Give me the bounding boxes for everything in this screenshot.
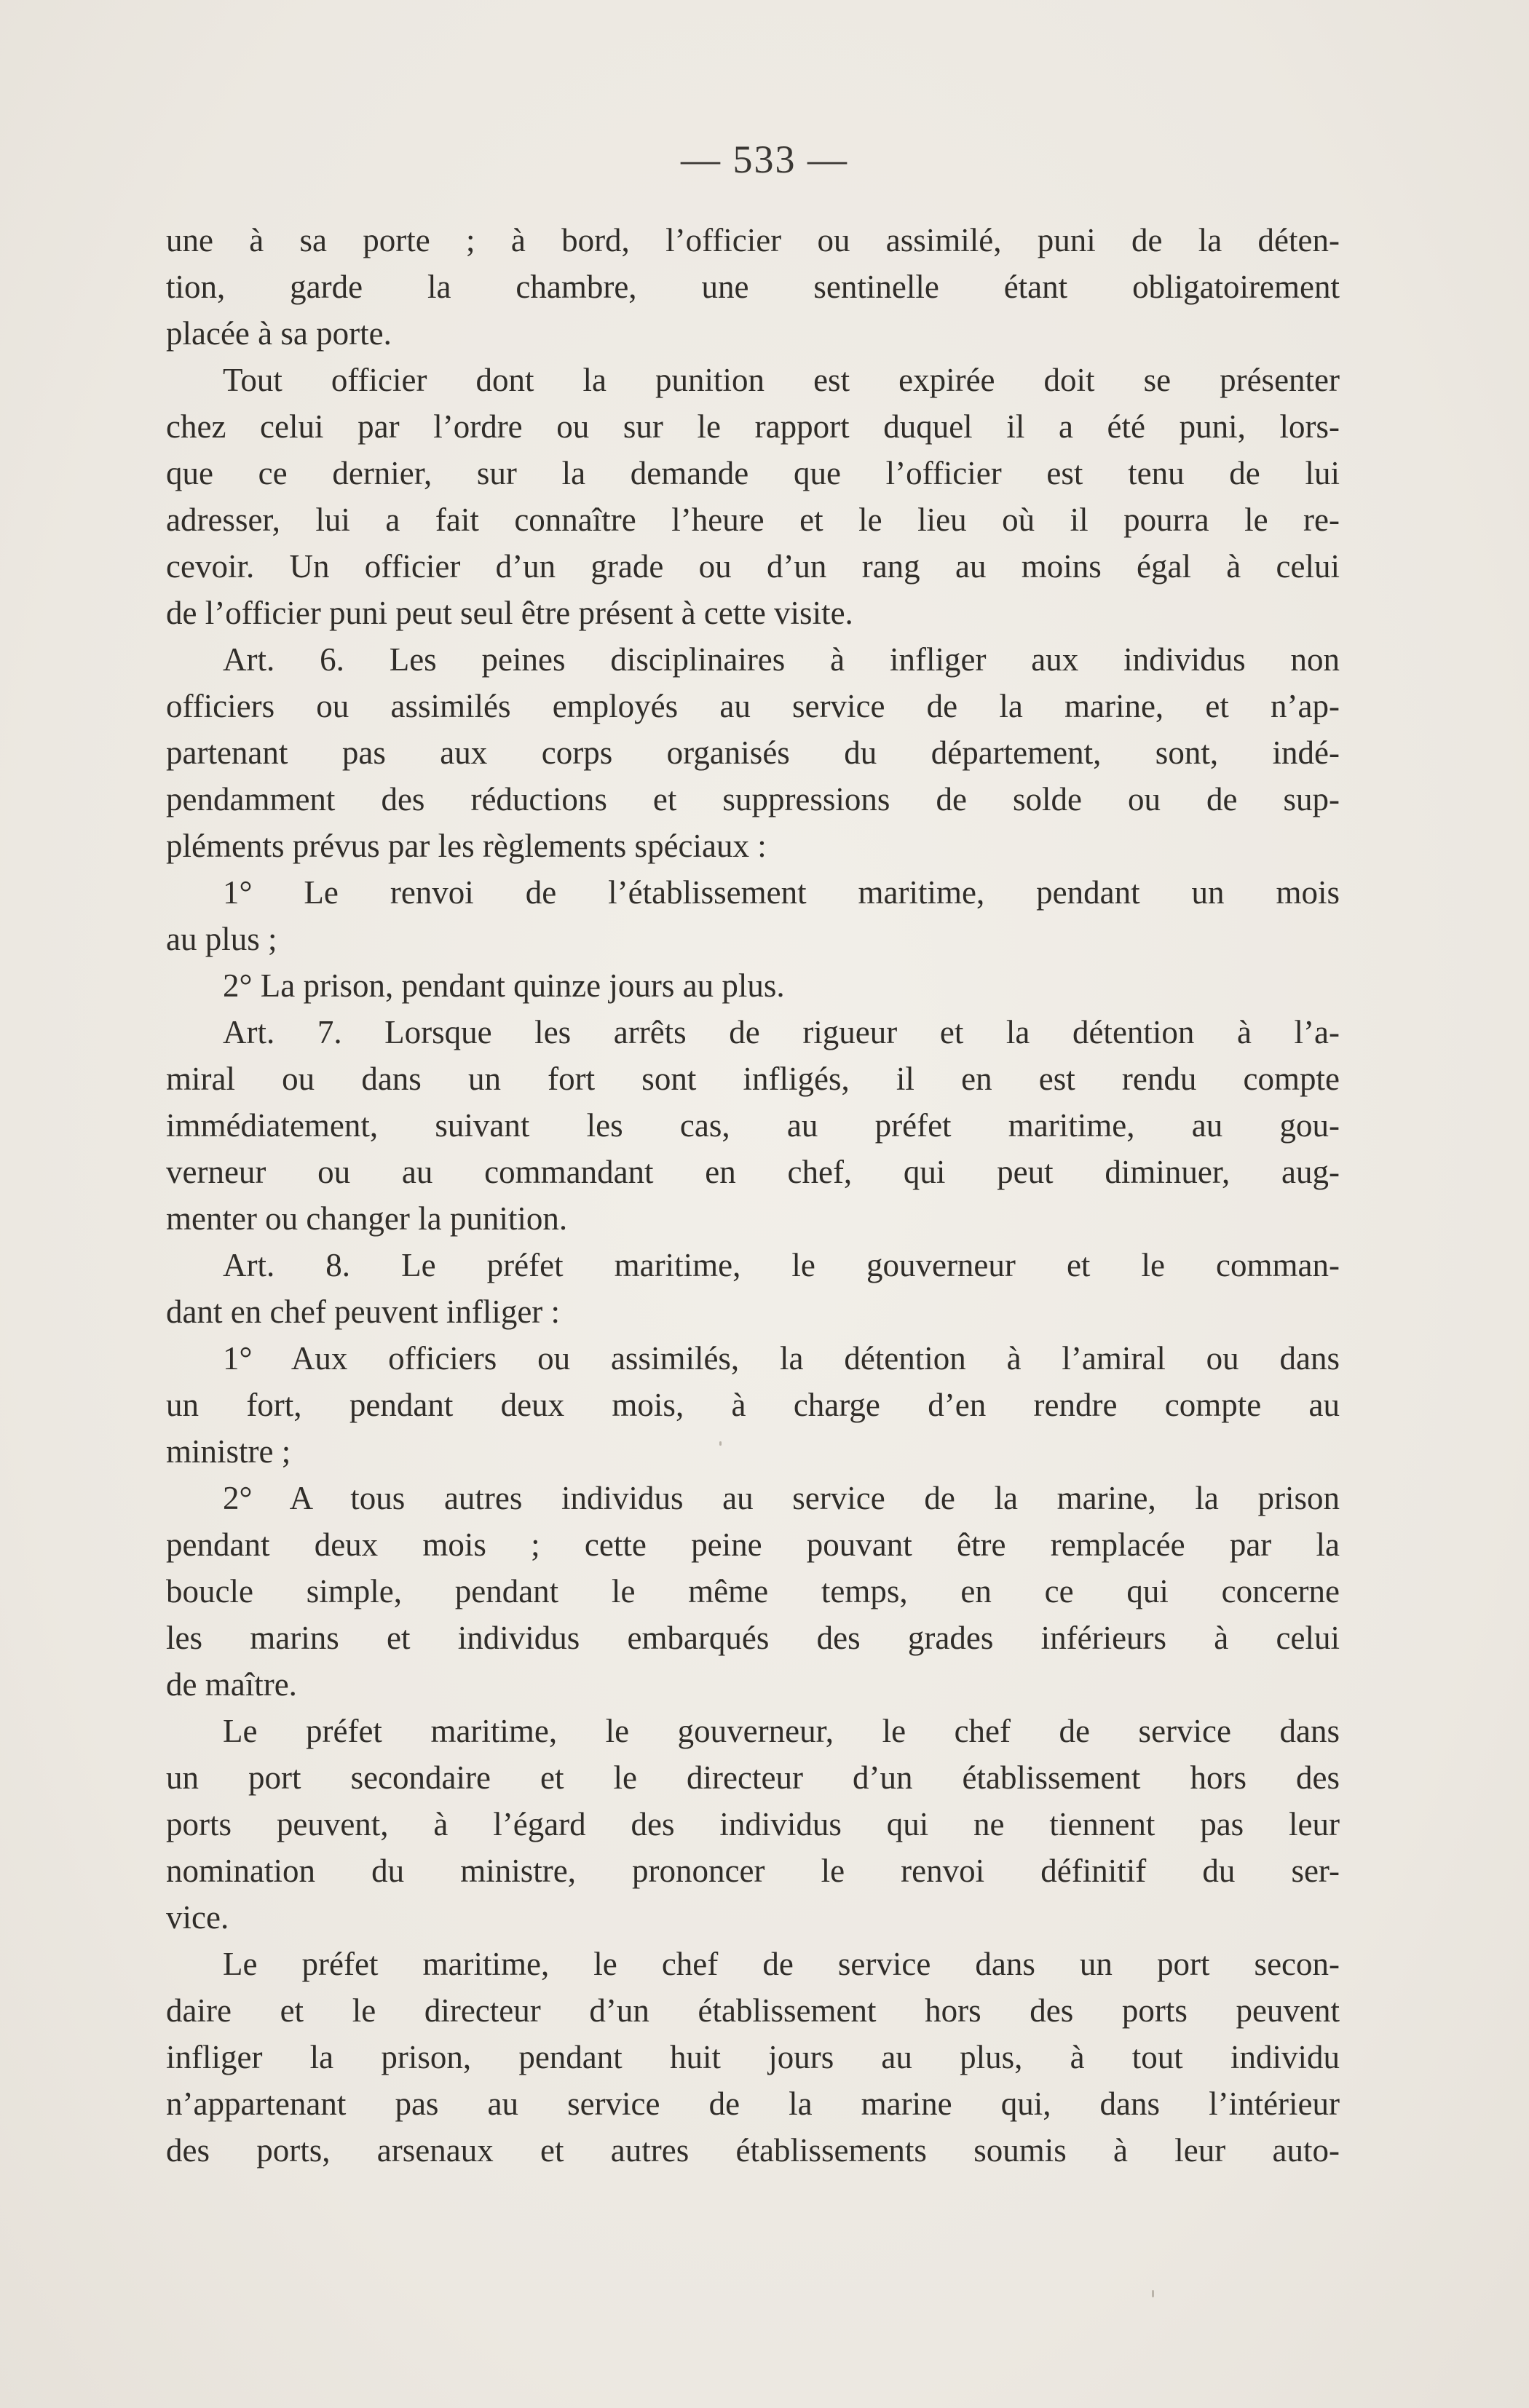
text-line: Art. 7. Lorsque les arrêts de rigueur et la détention à l’a- (223, 1014, 1340, 1050)
text-line: officiers ou assimilés employés au service de la marine, et n’ap- (166, 688, 1340, 724)
text-line: adresser, lui a fait connaître l’heure et le lieu où il pourra le re- (166, 502, 1340, 538)
paper-speck (719, 1441, 722, 1446)
text-line: placée à sa porte. (166, 315, 392, 352)
text-line: dant en chef peuvent infliger : (166, 1294, 561, 1330)
text-line: daire et le directeur d’un établissement hors des ports peuvent (166, 1992, 1340, 2029)
page-number: — 533 — (681, 138, 848, 181)
text-line: chez celui par l’ordre ou sur le rapport duquel il a été puni, lors- (166, 408, 1340, 445)
text-line: pléments prévus par les règlements spéciaux : (166, 828, 767, 864)
text-line: ministre ; (166, 1433, 291, 1470)
text-line: ports peuvent, à l’égard des individus qui ne tiennent pas leur (166, 1806, 1340, 1842)
text-line: 2° La prison, pendant quinze jours au plus. (223, 967, 785, 1004)
text-line: verneur ou au commandant en chef, qui peut diminuer, aug- (166, 1154, 1340, 1190)
text-line: 2° A tous autres individus au service de la marine, la prison (223, 1480, 1340, 1516)
text-line: pendant deux mois ; cette peine pouvant être remplacée par la (166, 1526, 1340, 1563)
text-line: 1° Le renvoi de l’établissement maritime, pendant un mois (223, 874, 1340, 911)
text-line: Art. 8. Le préfet maritime, le gouverneur et le comman- (223, 1247, 1340, 1283)
text-line: de maître. (166, 1666, 297, 1703)
text-line: boucle simple, pendant le même temps, en ce qui concerne (166, 1573, 1340, 1609)
text-line: vice. (166, 1899, 229, 1936)
text-line: que ce dernier, sur la demande que l’officier est tenu de lui (166, 455, 1340, 491)
text-line: les marins et individus embarqués des grades inférieurs à celui (166, 1620, 1340, 1656)
body-text (166, 217, 1340, 2174)
text-line: de l’officier puni peut seul être présent à cette visite. (166, 595, 853, 631)
text-line: 1° Aux officiers ou assimilés, la détention à l’amiral ou dans (223, 1340, 1340, 1377)
text-line: miral ou dans un fort sont infligés, il en est rendu compte (166, 1061, 1340, 1097)
text-line: Tout officier dont la punition est expirée doit se présenter (223, 362, 1340, 398)
text-line: menter ou changer la punition. (166, 1200, 568, 1237)
paper-speck (1152, 2290, 1154, 2297)
text-line: des ports, arsenaux et autres établissements soumis à leur auto- (166, 2132, 1340, 2169)
text-line: nomination du ministre, prononcer le renvoi définitif du ser- (166, 1853, 1340, 1889)
text-line: infliger la prison, pendant huit jours au plus, à tout individu (166, 2039, 1340, 2075)
text-line: cevoir. Un officier d’un grade ou d’un rang au moins égal à celui (166, 548, 1340, 585)
text-line: au plus ; (166, 921, 277, 957)
text-line: une à sa porte ; à bord, l’officier ou assimilé, puni de la déten- (166, 222, 1340, 258)
text-line: pendamment des réductions et suppressions de solde ou de sup- (166, 781, 1340, 817)
text-line: Le préfet maritime, le chef de service dans un port secon- (223, 1946, 1340, 1982)
text-line: n’appartenant pas au service de la marine qui, dans l’intérieur (166, 2086, 1340, 2122)
text-line: Art. 6. Les peines disciplinaires à infliger aux individus non (223, 641, 1340, 678)
text-line: Le préfet maritime, le gouverneur, le chef de service dans (223, 1713, 1340, 1749)
text-line: partenant pas aux corps organisés du département, sont, indé- (166, 734, 1340, 771)
text-line: un port secondaire et le directeur d’un établissement hors des (166, 1759, 1340, 1796)
text-line: un fort, pendant deux mois, à charge d’en rendre compte au (166, 1387, 1340, 1423)
text-line: immédiatement, suivant les cas, au préfet maritime, au gou- (166, 1107, 1340, 1144)
text-line: tion, garde la chambre, une sentinelle étant obligatoirement (166, 269, 1340, 305)
